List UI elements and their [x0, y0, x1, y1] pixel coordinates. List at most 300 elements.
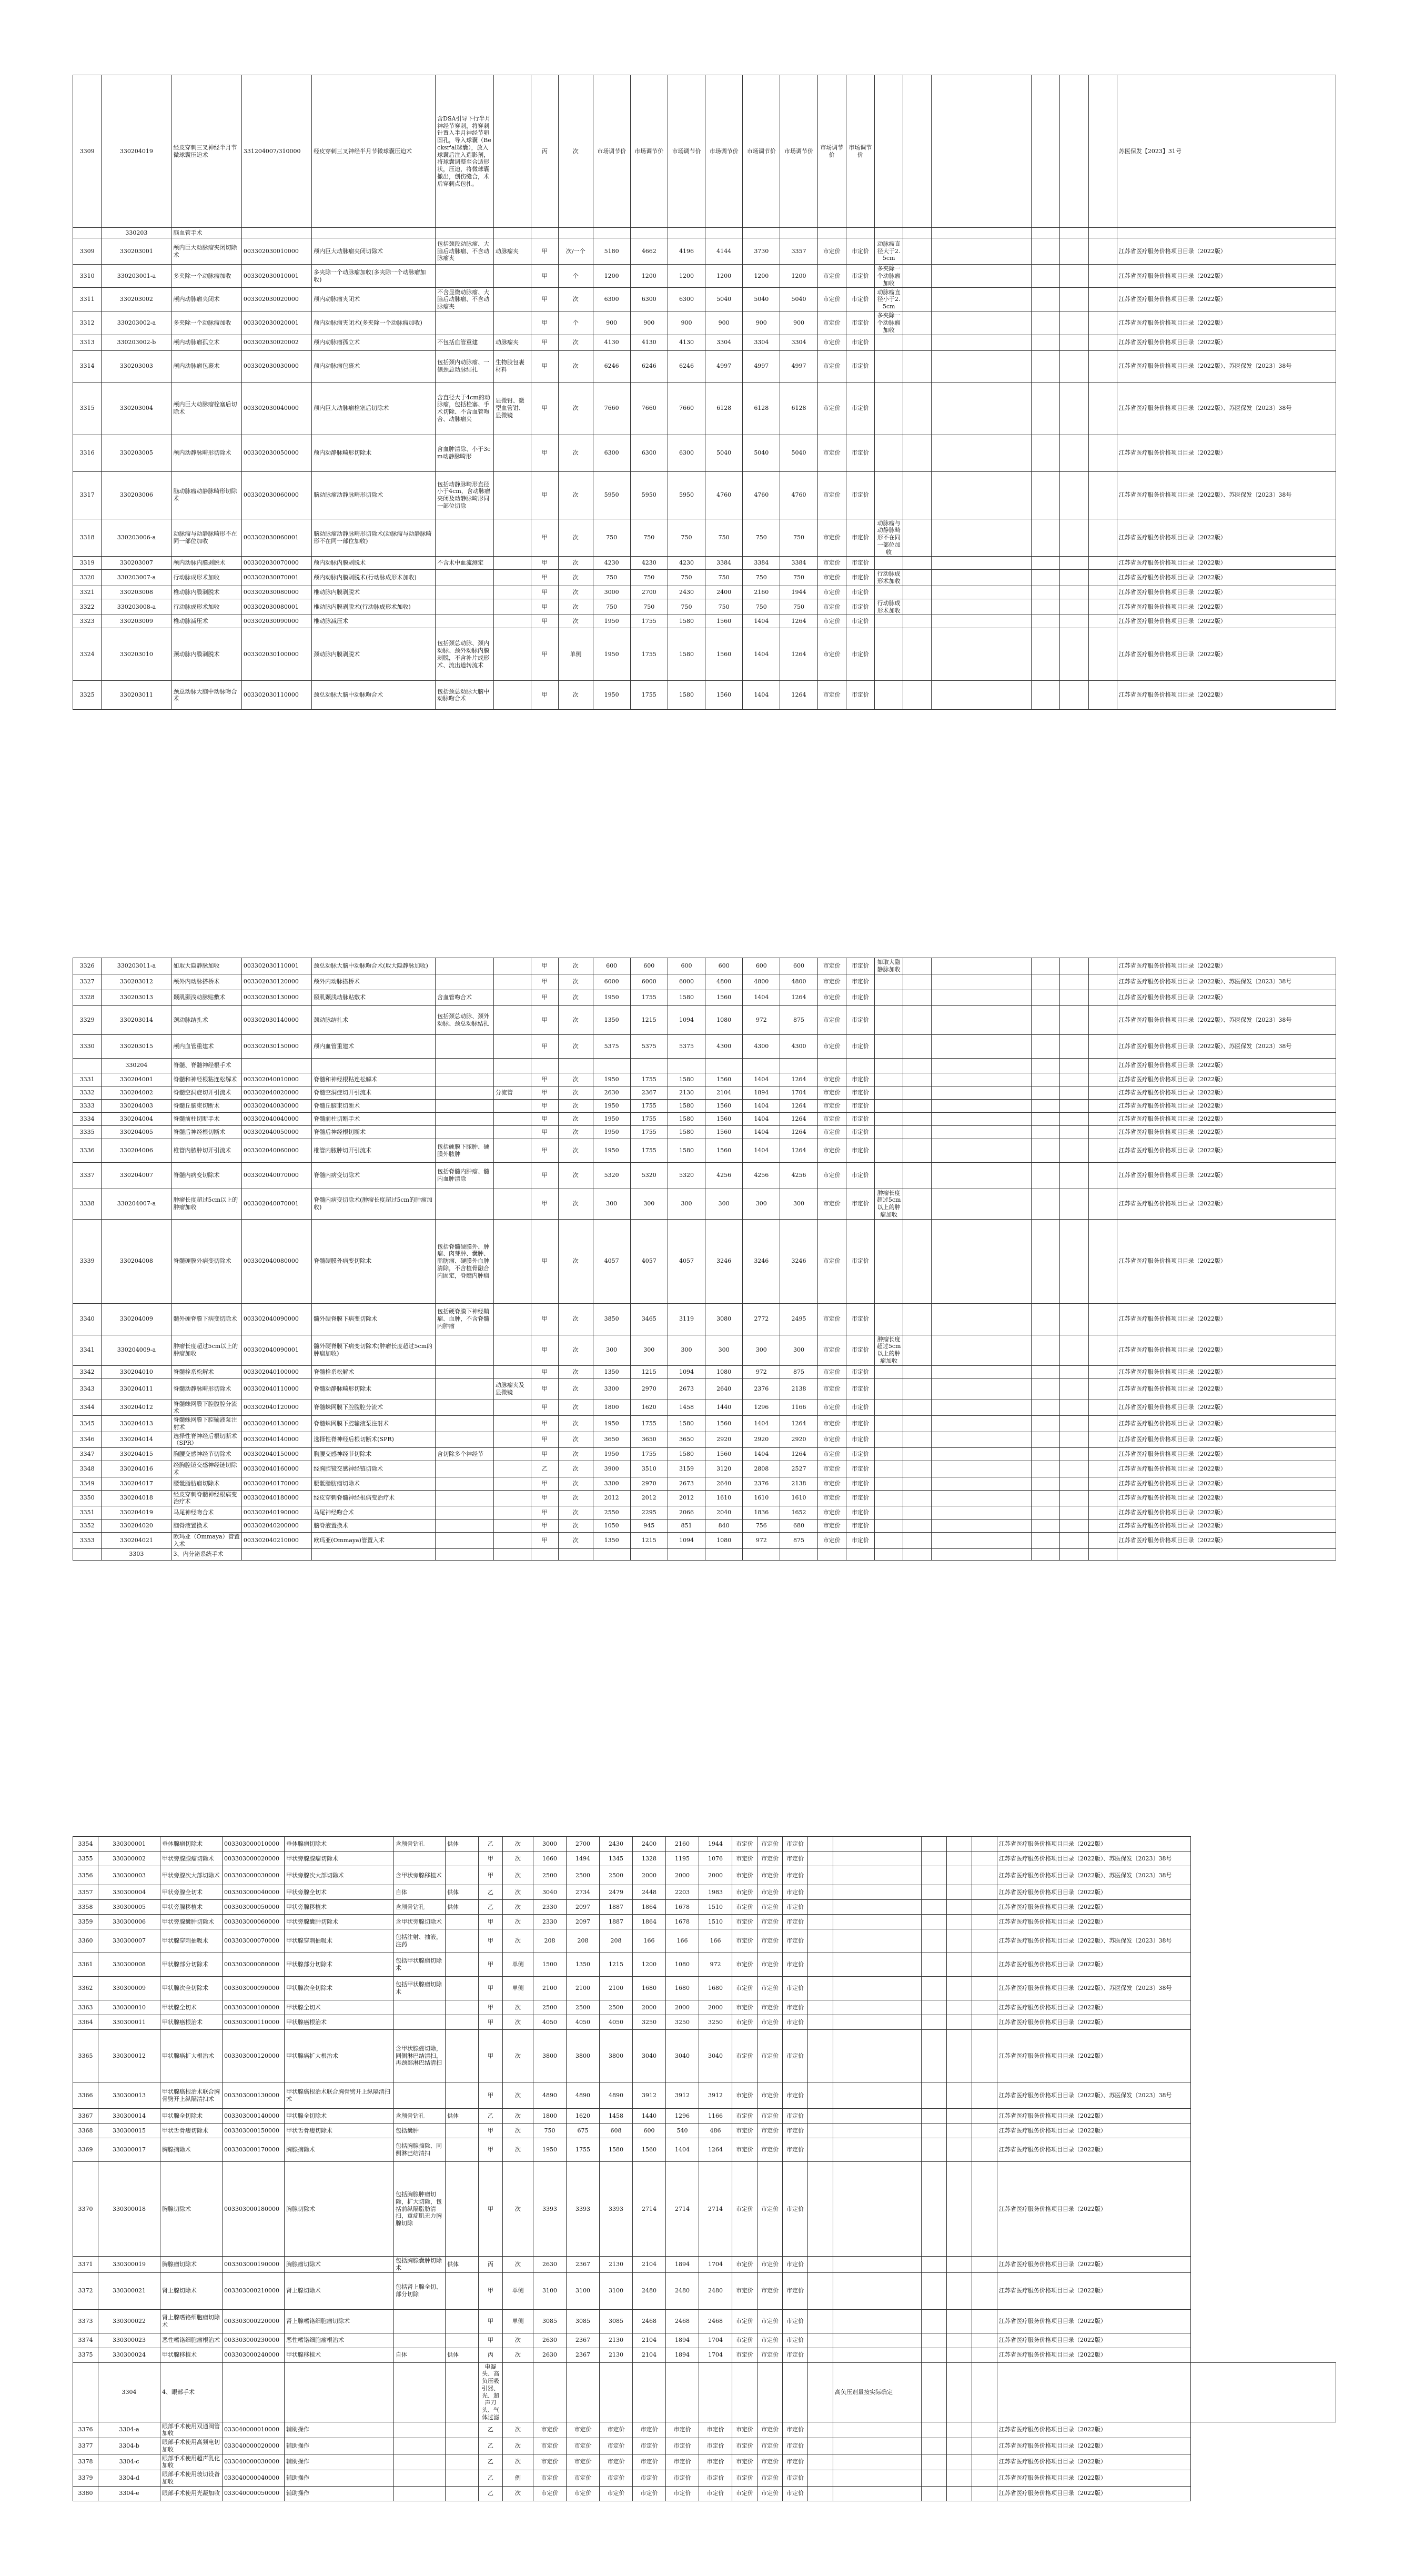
table-cell: 甲	[531, 1416, 559, 1432]
table-cell	[493, 974, 531, 990]
table-cell: 市场调节价	[630, 75, 668, 228]
table-cell: 市定价	[817, 265, 846, 288]
table-row	[73, 628, 1336, 681]
table-cell	[922, 2272, 947, 2309]
table-cell: 甲	[531, 1335, 559, 1365]
table-cell: 市定价	[533, 2438, 567, 2454]
table-cell	[922, 2124, 947, 2138]
table-cell: 4050	[567, 2015, 600, 2030]
table-cell	[1088, 1477, 1117, 1490]
table-cell: 2138	[780, 1477, 817, 1490]
table-cell: 甲状腺穿刺抽吸术	[160, 1929, 223, 1953]
table-cell: 330203011	[102, 681, 171, 710]
table-cell: 脊髓和神经根粘连松解术	[171, 1073, 241, 1086]
table-cell	[436, 1189, 494, 1219]
table-cell: 1950	[593, 1448, 630, 1461]
table-cell: 3323	[73, 615, 102, 628]
table-cell: 1560	[705, 1125, 743, 1139]
table-cell: 江苏省医疗服务价格项目目录（2022版）	[1117, 570, 1336, 586]
table-cell: 脊髓和神经根粘连松解术	[312, 1073, 436, 1086]
table-cell: 脊髓蛛网膜下腔腹腔分流术	[171, 1400, 241, 1416]
table-cell: 330300017	[98, 2138, 160, 2162]
table-cell	[1060, 615, 1088, 628]
table-cell: 330203001-a	[102, 265, 171, 288]
table-cell: 003303000230000	[223, 2333, 285, 2348]
table-cell: 1580	[668, 1448, 705, 1461]
table-cell: 江苏省医疗服务价格项目目录（2022版）	[1117, 1365, 1336, 1378]
table-cell	[1032, 1520, 1060, 1533]
table-cell: 1894	[666, 2257, 699, 2273]
table-row	[73, 1837, 1336, 1852]
table-cell	[493, 1448, 531, 1461]
table-row	[73, 2015, 1336, 2030]
table-cell: 市定价	[846, 1112, 874, 1125]
table-cell	[932, 228, 1032, 238]
table-cell	[493, 1432, 531, 1448]
table-cell: 1296	[666, 2109, 699, 2124]
table-cell	[666, 2362, 699, 2422]
table-cell	[922, 2000, 947, 2015]
table-cell: 003302040130000	[241, 1416, 311, 1432]
table-cell: 甲	[531, 990, 559, 1005]
table-cell	[947, 2030, 972, 2082]
table-row	[73, 1086, 1336, 1099]
table-cell: 市定价	[817, 1416, 846, 1432]
table-cell: 市定价	[633, 2422, 666, 2438]
table-cell	[947, 2438, 972, 2454]
table-cell	[922, 1852, 947, 1866]
table-row	[73, 1219, 1336, 1303]
table-cell	[559, 1058, 593, 1073]
table-cell: 5180	[593, 238, 630, 265]
table-cell: 3315	[73, 382, 102, 435]
table-cell: 脊髓动静脉畸形切除术	[171, 1378, 241, 1400]
table-row	[73, 2162, 1336, 2257]
table-cell: 750	[705, 599, 743, 615]
table-cell	[808, 2309, 833, 2333]
table-cell: 208	[533, 1929, 567, 1953]
table-cell: 2367	[567, 2257, 600, 2273]
table-cell: 675	[567, 2124, 600, 2138]
table-cell: 3333	[73, 1099, 102, 1112]
table-cell: 1887	[600, 1900, 633, 1915]
table-cell	[903, 75, 932, 228]
table-cell: 市定价	[758, 2333, 783, 2348]
table-cell: 次	[559, 681, 593, 710]
table-cell	[972, 1953, 997, 1977]
table-cell: 甲状腺癌根治术	[160, 2015, 223, 2030]
table-cell: 1404	[743, 1139, 780, 1162]
table-cell: 756	[743, 1520, 780, 1533]
table-cell: 3332	[73, 1086, 102, 1099]
table-cell	[972, 1837, 997, 1852]
table-cell: 003302040120000	[241, 1400, 311, 1416]
table-cell	[903, 311, 932, 335]
table-cell	[1088, 1086, 1117, 1099]
table-cell: 1620	[567, 2109, 600, 2124]
table-cell: 甲状舌骨瘘切除术	[160, 2124, 223, 2138]
table-cell	[1060, 1461, 1088, 1477]
table-cell: 2104	[633, 2333, 666, 2348]
table-cell: 3370	[73, 2162, 98, 2257]
table-cell: 1660	[533, 1852, 567, 1866]
table-cell: 4050	[600, 2015, 633, 2030]
table-cell: 003302040190000	[241, 1506, 311, 1520]
table-cell: 次	[559, 1034, 593, 1058]
table-cell: 1350	[593, 1005, 630, 1034]
table-cell: 甲状旁腺腺瘤切除术	[160, 1852, 223, 1866]
table-cell: 市定价	[732, 2272, 758, 2309]
table-cell	[493, 1520, 531, 1533]
table-cell: 300	[780, 1335, 817, 1365]
table-cell: 次	[559, 1490, 593, 1506]
table-cell: 003302030110001	[241, 958, 311, 974]
table-cell: 3355	[73, 1852, 98, 1866]
table-cell: 市定价	[732, 1837, 758, 1852]
table-cell	[446, 2422, 479, 2438]
table-cell	[808, 2030, 833, 2082]
table-cell: 包括甲状腺瘤切除术	[394, 1977, 446, 2000]
table-cell	[780, 1058, 817, 1073]
table-cell: 次	[559, 435, 593, 471]
table-cell: 003303000050000	[223, 1900, 285, 1915]
table-row	[73, 1303, 1336, 1335]
table-cell: 次	[559, 471, 593, 519]
table-cell: 1350	[593, 1365, 630, 1378]
table-cell: 甲	[531, 1034, 559, 1058]
table-cell: 330203006	[102, 471, 171, 519]
table-row	[73, 1885, 1336, 1900]
table-cell: 甲状腺部分切除术	[285, 1953, 394, 1977]
table-cell: 3357	[73, 1885, 98, 1900]
table-cell	[1032, 1448, 1060, 1461]
table-cell: 003303000070000	[223, 1929, 285, 1953]
table-cell	[493, 1034, 531, 1058]
table-cell: 次	[559, 382, 593, 435]
table-cell: 江苏省医疗服务价格项目目录（2022版）、苏医保发〔2023〕38号	[997, 1929, 1191, 1953]
table-cell	[932, 1219, 1032, 1303]
table-cell	[947, 1852, 972, 1866]
table-cell: 市定价	[758, 2486, 783, 2501]
table-cell	[394, 2470, 446, 2487]
table-cell: 市定价	[732, 2348, 758, 2362]
table-cell: 3384	[743, 557, 780, 570]
table-cell	[1191, 2362, 1336, 2422]
table-cell: 市定价	[846, 586, 874, 599]
table-cell: 330300019	[98, 2257, 160, 2273]
table-cell: 甲	[531, 382, 559, 435]
table-cell: 033040000010000	[223, 2422, 285, 2438]
table-cell: 市定价	[758, 1929, 783, 1953]
table-row	[73, 958, 1336, 974]
table-cell: 900	[668, 311, 705, 335]
table-cell	[1088, 1506, 1117, 1520]
table-cell	[947, 2486, 972, 2501]
table-cell	[972, 2272, 997, 2309]
table-cell: 包括脊髓内肿瘤、髓内血肿清除	[436, 1162, 494, 1189]
table-cell	[932, 615, 1032, 628]
table-cell	[1032, 628, 1060, 681]
table-row	[73, 1005, 1336, 1034]
table-cell	[1032, 958, 1060, 974]
table-cell	[436, 1520, 494, 1533]
table-cell: 3300	[593, 1477, 630, 1490]
table-cell: 市定价	[633, 2438, 666, 2454]
table-cell: 市定价	[732, 1929, 758, 1953]
table-cell: 5950	[593, 471, 630, 519]
table-cell: 江苏省医疗服务价格项目目录（2022版）	[997, 2422, 1191, 2438]
table-cell: 6300	[630, 435, 668, 471]
table-cell	[446, 2309, 479, 2333]
table-cell	[932, 1432, 1032, 1448]
table-cell: 2295	[630, 1506, 668, 1520]
table-cell: 3379	[73, 2470, 98, 2487]
table-cell	[932, 335, 1032, 350]
table-cell: 包括脊髓硬膜外、肿瘤、肉芽肿、囊肿、脂肪瘤、硬膜外血肿清除，不含植骨融合内固定，脊髓内肿瘤	[436, 1219, 494, 1303]
table-cell	[630, 228, 668, 238]
table-cell: 脑血管手术	[171, 228, 241, 238]
table-cell: 003303000120000	[223, 2030, 285, 2082]
table-cell	[1032, 1416, 1060, 1432]
table-cell	[932, 628, 1032, 681]
table-cell	[808, 2257, 833, 2273]
table-cell: 次	[559, 958, 593, 974]
table-cell: 包括硬膜下脓肿、硬膜外脓肿	[436, 1139, 494, 1162]
table-cell	[808, 2124, 833, 2138]
table-cell: 次	[503, 2030, 533, 2082]
table-cell: 3393	[600, 2162, 633, 2257]
table-cell: 市定价	[817, 1378, 846, 1400]
table-cell: 市定价	[783, 2000, 808, 2015]
table-cell: 动脉瘤夹及显微镜	[493, 1378, 531, 1400]
table-cell	[493, 990, 531, 1005]
table-cell: 市定价	[817, 1335, 846, 1365]
table-cell: 3371	[73, 2257, 98, 2273]
table-row	[73, 75, 1336, 228]
table-cell	[1088, 599, 1117, 615]
table-cell	[833, 1900, 922, 1915]
table-cell: 1950	[593, 1416, 630, 1432]
table-cell: 供体	[446, 1837, 479, 1852]
table-cell	[833, 2333, 922, 2348]
table-cell: 2527	[780, 1461, 817, 1477]
table-cell: 330203004	[102, 382, 171, 435]
table-cell: 市定价	[732, 2138, 758, 2162]
table-cell	[903, 1086, 932, 1099]
table-cell: 330300014	[98, 2109, 160, 2124]
table-cell	[668, 228, 705, 238]
table-cell: 6000	[668, 974, 705, 990]
table-row	[73, 974, 1336, 990]
table-cell: 003303000110000	[223, 2015, 285, 2030]
table-cell: 003303000220000	[223, 2309, 285, 2333]
table-cell	[446, 2124, 479, 2138]
table-cell: 市定价	[567, 2422, 600, 2438]
table-cell: 椎动脉内膜剥脱术	[312, 586, 436, 599]
table-cell: 颅内巨大动脉瘤夹闭切除术	[312, 238, 436, 265]
table-cell	[922, 1929, 947, 1953]
table-cell	[903, 1034, 932, 1058]
table-cell: 330203003	[102, 350, 171, 382]
table-cell: 江苏省医疗服务价格项目目录（2022版）	[997, 2162, 1191, 2257]
table-cell: 300	[630, 1189, 668, 1219]
table-cell: 2500	[600, 2000, 633, 2015]
table-cell	[1088, 557, 1117, 570]
table-cell: 市定价	[846, 1400, 874, 1416]
table-cell: 2500	[533, 1866, 567, 1885]
table-cell	[73, 1548, 102, 1560]
table-row	[73, 435, 1336, 471]
table-cell	[972, 1929, 997, 1953]
table-cell	[875, 471, 903, 519]
table-cell	[1032, 1490, 1060, 1506]
table-row	[73, 1139, 1336, 1162]
table-cell: 4760	[705, 471, 743, 519]
table-cell: 市定价	[732, 2486, 758, 2501]
table-cell	[1060, 75, 1088, 228]
table-cell: 市定价	[666, 2422, 699, 2438]
table-cell	[833, 2015, 922, 2030]
table-cell	[73, 2362, 98, 2422]
table-cell	[972, 1852, 997, 1866]
table-cell: 6300	[630, 288, 668, 311]
table-cell: 胸腺瘤切除术	[160, 2257, 223, 2273]
table-cell: 脑动脉瘤动静脉畸形切除术(动脉瘤与动静脉畸形不在同一部位加收)	[312, 519, 436, 557]
table-cell: 市定价	[732, 1852, 758, 1866]
table-cell: 2367	[567, 2333, 600, 2348]
table-cell: 甲	[531, 1162, 559, 1189]
table-cell: 3375	[73, 2348, 98, 2362]
table-cell: 市定价	[732, 2015, 758, 2030]
table-cell: 市定价	[817, 1365, 846, 1378]
table-row	[73, 2362, 1336, 2422]
table-cell	[1088, 1099, 1117, 1112]
table-cell: 3343	[73, 1378, 102, 1400]
table-cell: 2920	[705, 1432, 743, 1448]
table-cell: 5320	[593, 1162, 630, 1189]
table-cell: 600	[780, 958, 817, 974]
table-cell: 垂体腺瘤切除术	[285, 1837, 394, 1852]
table-cell: 330300007	[98, 1929, 160, 1953]
table-cell	[1088, 265, 1117, 288]
table-cell: 颅内巨大动脉瘤栓塞后切除术	[312, 382, 436, 435]
table-cell: 3510	[630, 1461, 668, 1477]
table-cell	[903, 1461, 932, 1477]
table-cell: 市定价	[817, 435, 846, 471]
table-cell: 江苏省医疗服务价格项目目录（2022版）、苏医保发〔2023〕38号	[1117, 1034, 1336, 1058]
table-cell: 市定价	[758, 1837, 783, 1852]
table-cell	[394, 2454, 446, 2470]
table-cell: 1215	[600, 1953, 633, 1977]
table-cell: 眼部手术使用玻切设备加收	[160, 2470, 223, 2487]
table-cell: 003303000240000	[223, 2348, 285, 2362]
table-cell: 髓外硬脊膜下病变切除术(肿瘤长度超过5cm的肿瘤加收)	[312, 1335, 436, 1365]
table-cell	[493, 1219, 531, 1303]
table-cell: 市定价	[783, 2272, 808, 2309]
table-cell	[903, 519, 932, 557]
table-cell	[903, 1189, 932, 1219]
table-cell: 次	[559, 990, 593, 1005]
table-cell	[875, 557, 903, 570]
table-cell	[875, 1533, 903, 1549]
table-cell: 江苏省医疗服务价格项目目录（2022版）	[1117, 335, 1336, 350]
table-cell: 丙	[479, 2257, 503, 2273]
table-cell: 3340	[73, 1303, 102, 1335]
table-cell: 2640	[705, 1477, 743, 1490]
table-cell: 330300011	[98, 2015, 160, 2030]
table-cell	[493, 681, 531, 710]
table-cell	[846, 1548, 874, 1560]
table-cell: 市场调节价	[668, 75, 705, 228]
table-cell: 3327	[73, 974, 102, 990]
table-cell: 1510	[699, 1900, 732, 1915]
table-cell	[903, 1432, 932, 1448]
table-cell: 1755	[630, 1125, 668, 1139]
table-cell	[932, 599, 1032, 615]
table-cell: 003302040070001	[241, 1189, 311, 1219]
table-cell: 脊髓前柱切断手术	[312, 1112, 436, 1125]
table-cell: 3080	[705, 1303, 743, 1335]
table-cell: 乙	[479, 2109, 503, 2124]
table-cell	[932, 435, 1032, 471]
table-cell: 多夹除一个动脉瘤加收	[171, 265, 241, 288]
table-cell: 1560	[705, 615, 743, 628]
table-cell: 2500	[600, 1866, 633, 1885]
table-cell: 1404	[743, 1073, 780, 1086]
table-cell: 1610	[705, 1490, 743, 1506]
table-cell	[903, 628, 932, 681]
table-cell: 市定价	[846, 1139, 874, 1162]
table-cell	[1088, 238, 1117, 265]
table-cell: 甲状旁腺腺瘤切除术	[285, 1852, 394, 1866]
table-cell: 经皮穿刺脊髓神经根病变治疗术	[312, 1490, 436, 1506]
table-cell: 市定价	[817, 990, 846, 1005]
table-cell: 3321	[73, 586, 102, 599]
table-cell: 3246	[705, 1219, 743, 1303]
table-cell	[394, 2309, 446, 2333]
table-cell: 3311	[73, 288, 102, 311]
table-cell: 江苏省医疗服务价格项目目录（2022版）	[1117, 628, 1336, 681]
table-cell	[932, 1365, 1032, 1378]
table-cell	[997, 2362, 1191, 2422]
table-cell: 市定价	[846, 615, 874, 628]
table-cell	[875, 1520, 903, 1533]
table-cell: 750	[743, 570, 780, 586]
table-cell: 次	[503, 2138, 533, 2162]
table-cell: 市定价	[817, 1162, 846, 1189]
table-cell: 4890	[533, 2082, 567, 2109]
table-cell: 市定价	[666, 2438, 699, 2454]
table-cell: 330204007	[102, 1162, 171, 1189]
table-cell: 4300	[743, 1034, 780, 1058]
table-cell: 江苏省医疗服务价格项目目录（2022版）	[1117, 1400, 1336, 1416]
table-cell: 例	[503, 2470, 533, 2487]
table-cell: 甲	[531, 681, 559, 710]
table-cell: 脊髓前柱切断手术	[171, 1112, 241, 1125]
table-cell: 1800	[533, 2109, 567, 2124]
table-cell	[972, 1900, 997, 1915]
table-cell	[875, 1073, 903, 1086]
table-cell: 江苏省医疗服务价格项目目录（2022版）	[997, 2109, 1191, 2124]
table-cell: 1704	[699, 2333, 732, 2348]
table-cell: 330203005	[102, 435, 171, 471]
table-cell: 750	[743, 599, 780, 615]
table-cell: 331204007/310000	[241, 75, 311, 228]
table-cell: 3322	[73, 599, 102, 615]
table-cell	[932, 958, 1032, 974]
table-cell: 003302030010001	[241, 265, 311, 288]
table-cell	[875, 1490, 903, 1506]
